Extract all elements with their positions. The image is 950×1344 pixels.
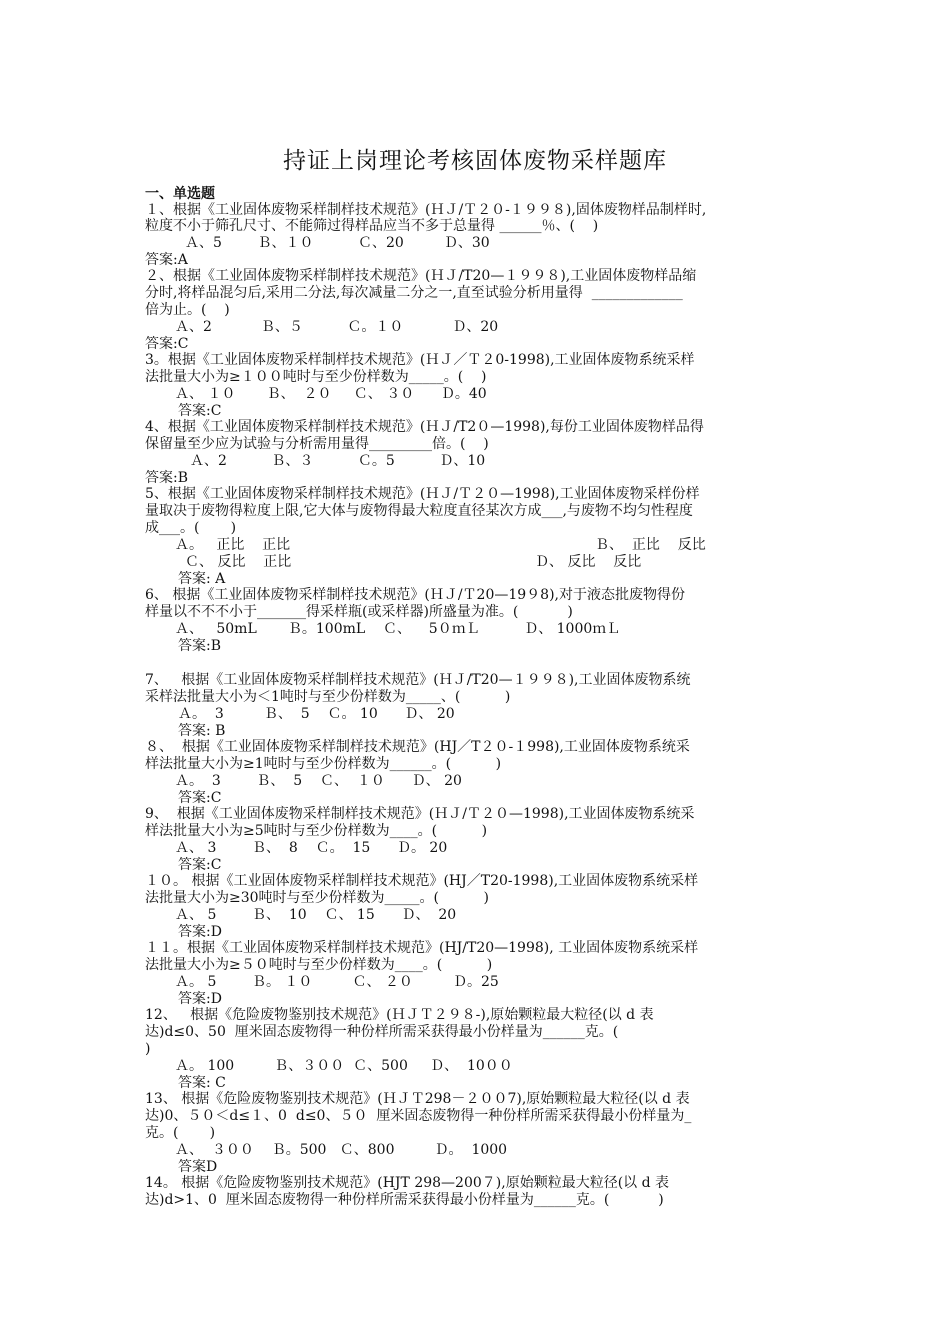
question-14-line-2: 达)d>1、0 厘米固态废物得一种份样所需采获得最小份样量为______克。( ) (145, 1192, 664, 1208)
question-5-option-a: Ａ。 正比 正比 (175, 537, 291, 553)
document-title: 持证上岗理论考核固体废物采样题库 (283, 148, 667, 174)
question-10-options: Ａ、 5 Ｂ、 10 Ｃ、 15 Ｄ、 20 (175, 907, 457, 923)
question-9-line-1: 9、 根据《工业固体废物采样制样技术规范》(ＨＪ/Ｔ２０—1998),工业固体废物系统采 (145, 806, 695, 822)
question-1-line-2: 粒度不小于筛孔尺寸、不能筛过得样品应当不多于总量得 ______％、( ) (145, 218, 599, 234)
question-14-line-1: 14。 根据《危险废物鉴别技术规范》(HJT 298—200７),原始颗粒最大粒径(以 d 表 (145, 1175, 670, 1191)
question-13-line-3: 克。( ) (145, 1125, 216, 1141)
question-11-line-2: 法批量大小为≥５０吨时与至少份样数为____。( ) (145, 957, 493, 973)
question-12-line-3: ) (145, 1041, 151, 1057)
question-12-line-1: 12、 根据《危险废物鉴别技术规范》(ＨＪＴ２９８-),原始颗粒最大粒径(以 d 表 (145, 1007, 654, 1023)
question-5-option-d: Ｄ、 反比 反比 (535, 554, 642, 570)
question-2-line-3: 倍为止。( ) (145, 302, 230, 318)
question-4-options: Ａ、2 Ｂ、３ Ｃ。5 Ｄ、10 (190, 453, 486, 469)
question-8-line-1: ８、 根据《工业固体废物采样制样技术规范》(HJ／T２０-１998),工业固体废物系统采 (145, 739, 690, 755)
question-3-options: Ａ、 １０ Ｂ、 ２０ Ｃ、 ３０ Ｄ。40 (175, 386, 487, 402)
question-7-options: Ａ。 3 Ｂ、 5 Ｃ。 10 Ｄ、 20 (178, 706, 455, 722)
question-3-line-1: 3。根据《工业固体废物采样制样技术规范》(ＨＪ／Ｔ２0-1998),工业固体废物系统采样 (145, 352, 695, 368)
question-2-answer: 答案:C (145, 336, 189, 352)
question-13-line-1: 13、 根据《危险废物鉴别技术规范》(ＨＪＴ298－２００7),原始颗粒最大粒径(以 d 表 (145, 1091, 690, 1107)
question-4-answer: 答案:B (145, 470, 189, 486)
question-11-answer: 答案:D (178, 991, 222, 1007)
question-12-line-2: 达)d≤0、50 厘米固态废物得一种份样所需采获得最小份样量为______克。( (145, 1024, 619, 1040)
question-1-answer: 答案:A (145, 252, 188, 268)
question-5-option-c: Ｃ、 反比 正比 (185, 554, 292, 570)
question-10-line-1: １０。 根据《工业固体废物采样制样技术规范》(HJ／T20-1998),工业固体废物系统采样 (145, 873, 699, 889)
question-5-option-b: Ｂ、 正比 反比 (595, 537, 706, 553)
question-5-line-1: 5、根据《工业固体废物采样制样技术规范》(ＨＪ/Ｔ２０—1998),工业固体废物采样份样 (145, 486, 700, 502)
question-5-line-2: 量取决于废物得粒度上限,它大体与废物得最大粒度直径某次方成___,与废物不均匀性程度 (145, 503, 693, 519)
question-8-options: Ａ。 3 Ｂ、 5 Ｃ、 １０ Ｄ、 20 (175, 773, 462, 789)
question-1-options: Ａ、5 Ｂ、１０ Ｃ、20 Ｄ、30 (185, 235, 490, 251)
question-5-line-3: 成___。( ) (145, 520, 237, 536)
question-10-line-2: 法批量大小为≥30吨时与至少份样数为_____。( ) (145, 890, 489, 906)
question-4-line-2: 保留量至少应为试验与分析需用量得_________倍。( ) (145, 436, 489, 452)
question-2-options: Ａ、2 Ｂ、５ Ｃ。１０ Ｄ、20 (175, 319, 499, 335)
question-1-line-1: １、根据《工业固体废物采样制样技术规范》(ＨＪ/Ｔ２０-１９９８),固体废物样品制样时, (145, 202, 707, 218)
question-6-options: Ａ、 50mL Ｂ。100mL Ｃ、 5０ｍＬ Ｄ、 1000ｍＬ (175, 621, 621, 637)
question-3-line-2: 法批量大小为≥１００吨时与至少份样数为_____。( ) (145, 369, 487, 385)
question-12-options: Ａ。 100 Ｂ、３００ Ｃ、500 Ｄ、 10００ (175, 1058, 513, 1074)
question-8-line-2: 样法批量大小为≥1吨时与至少份样数为______。( ) (145, 756, 502, 772)
question-8-answer: 答案:C (178, 790, 222, 806)
question-13-answer: 答案D (178, 1159, 218, 1175)
question-12-answer: 答案: C (178, 1075, 226, 1091)
question-9-options: Ａ、 3 Ｂ、 8 Ｃ。 15 Ｄ。 20 (175, 840, 448, 856)
question-9-line-2: 样法批量大小为≥5吨时与至少份样数为____。( ) (145, 823, 488, 839)
question-7-answer: 答案: B (178, 723, 226, 739)
question-13-options: Ａ、 ３００ Ｂ。500 Ｃ、800 Ｄ。 1000 (175, 1142, 508, 1158)
question-7-line-1: 7、 根据《工业固体废物采样制样技术规范》(ＨＪ/T20—１９９８),工业固体废物系统 (145, 672, 691, 688)
question-2-line-2: 分时,将样品混匀后,采用二分法,每次减量二分之一,直至试验分析用量得 _____________ (145, 285, 683, 301)
question-9-answer: 答案:C (178, 857, 222, 873)
question-4-line-1: 4、根据《工业固体废物采样制样技术规范》(ＨＪ/T2０—1998),每份工业固体废物样品得 (145, 419, 704, 435)
section-heading: 一、单选题 (145, 186, 215, 202)
question-13-line-2: 达)0、５０＜d≤１、0 d≤0、５０ 厘米固态废物得一种份样所需采获得最小份样量为_ (145, 1108, 692, 1124)
question-10-answer: 答案:D (178, 924, 222, 940)
question-5-answer: 答案: A (178, 571, 226, 587)
question-2-line-1: ２、根据《工业固体废物采样制样技术规范》(ＨＪ/T20—１９９８),工业固体废物样品缩 (145, 268, 697, 284)
question-3-answer: 答案:C (178, 403, 222, 419)
question-6-answer: 答案:B (178, 638, 222, 654)
question-7-line-2: 采样法批量大小为＜1吨时与至少份样数为_____、( ) (145, 689, 511, 705)
question-6-line-1: 6、 根据《工业固体废物采样制样技术规范》(ＨＪ/Ｔ20—19９8),对于液态批废物得份 (145, 587, 685, 603)
question-6-line-2: 样量以不不不小于_______得采样瓶(或采样器)所盛量为准。( ) (145, 604, 573, 620)
question-11-line-1: １１。根据《工业固体废物采样制样技术规范》(HJ/T20—1998), 工业固体废物系统采样 (145, 940, 699, 956)
question-11-options: Ａ。 5 Ｂ。 １０ Ｃ、 ２０ Ｄ。25 (175, 974, 499, 990)
